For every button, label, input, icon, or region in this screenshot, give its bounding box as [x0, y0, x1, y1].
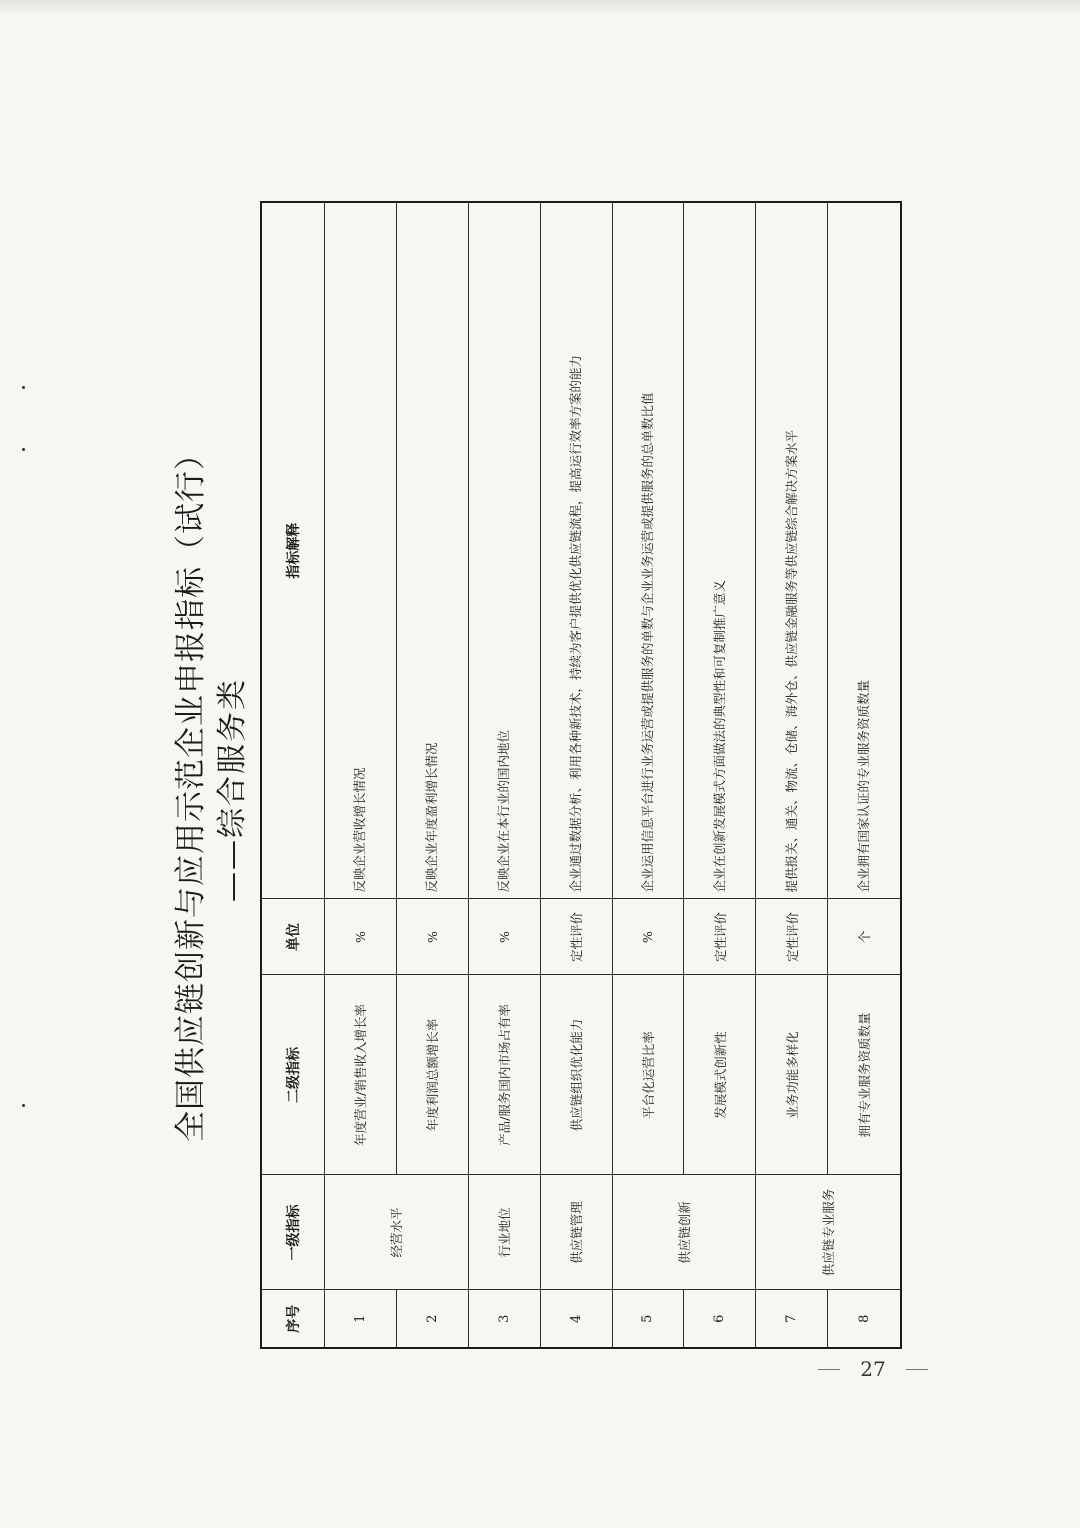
scan-speck [22, 386, 25, 389]
level1-group: 行业地位 [468, 1175, 540, 1290]
page-number-dash [906, 1369, 928, 1370]
row-seq: 5 [612, 1290, 684, 1348]
row-unit: % [468, 899, 540, 975]
header-level1: 一级指标 [261, 1175, 325, 1290]
row-seq: 7 [756, 1290, 828, 1348]
row-unit: % [396, 899, 468, 975]
indicator-table-wrapper [260, 201, 902, 1349]
row-unit: 定性评价 [684, 899, 756, 975]
row-level2: 平台化运营比率 [612, 975, 684, 1175]
level1-group: 供应链管理 [540, 1175, 612, 1290]
document-subtitle: ——综合服务类 [215, 678, 250, 902]
indicator-table [260, 201, 902, 1349]
row-explanation: 反映企业年度盈利增长情况 [396, 202, 468, 899]
row-explanation: 企业在创新发展模式方面做法的典型性和可复制推广意义 [684, 202, 756, 899]
level1-group: 供应链创新 [612, 1175, 756, 1290]
row-level2: 业务功能多样化 [756, 975, 828, 1175]
row-level2: 供应链组织优化能力 [540, 975, 612, 1175]
scan-speck [22, 1104, 25, 1107]
header-level2: 二级指标 [261, 975, 325, 1175]
level1-group: 经营水平 [325, 1175, 469, 1290]
level1-group: 供应链专业服务 [756, 1175, 901, 1290]
table-row [325, 202, 397, 1348]
header-unit: 单位 [261, 899, 325, 975]
document-title: 全国供应链创新与应用示范企业申报指标（试行） [173, 438, 209, 1142]
row-explanation: 提供报关、通关、物流、仓储、海外仓、供应链金融服务等供应链综合解决方案水平 [756, 202, 828, 899]
row-explanation: 企业通过数据分析、利用各种新技术，持续为客户提供优化供应链流程，提高运行效率方案的能力 [540, 202, 612, 899]
row-level2: 发展模式创新性 [684, 975, 756, 1175]
row-unit: 定性评价 [540, 899, 612, 975]
row-level2: 拥有专业服务资质数量 [828, 975, 901, 1175]
header-seq: 序号 [261, 1290, 325, 1348]
row-level2: 产品/服务国内市场占有率 [468, 975, 540, 1175]
table-row [468, 202, 540, 1348]
row-explanation: 企业运用信息平台进行业务运营或提供服务的单数与企业业务运营或提供服务的总单数比值 [612, 202, 684, 899]
page-number-dash [818, 1369, 840, 1370]
row-seq: 1 [325, 1290, 397, 1348]
row-unit: 个 [828, 899, 901, 975]
title-block [170, 370, 260, 1210]
row-seq: 8 [828, 1290, 901, 1348]
row-seq: 2 [396, 1290, 468, 1348]
row-unit: % [612, 899, 684, 975]
row-seq: 4 [540, 1290, 612, 1348]
scan-edge [0, 0, 1080, 14]
row-unit: 定性评价 [756, 899, 828, 975]
table-header-row [261, 202, 325, 1348]
row-seq: 6 [684, 1290, 756, 1348]
row-level2: 年度利润总额增长率 [396, 975, 468, 1175]
page-number [818, 1354, 928, 1384]
scan-speck [22, 448, 25, 451]
row-level2: 年度营业/销售收入增长率 [325, 975, 397, 1175]
header-explanation: 指标解释 [261, 202, 325, 899]
table-row [540, 202, 612, 1348]
table-row [612, 202, 684, 1348]
page-number-text: 27 [860, 1357, 886, 1381]
table-row [756, 202, 828, 1348]
row-explanation: 反映企业营收增长情况 [325, 202, 397, 899]
row-explanation: 反映企业在本行业的国内地位 [468, 202, 540, 899]
row-seq: 3 [468, 1290, 540, 1348]
row-explanation: 企业拥有国家认证的专业服务资质数量 [828, 202, 901, 899]
row-unit: % [325, 899, 397, 975]
